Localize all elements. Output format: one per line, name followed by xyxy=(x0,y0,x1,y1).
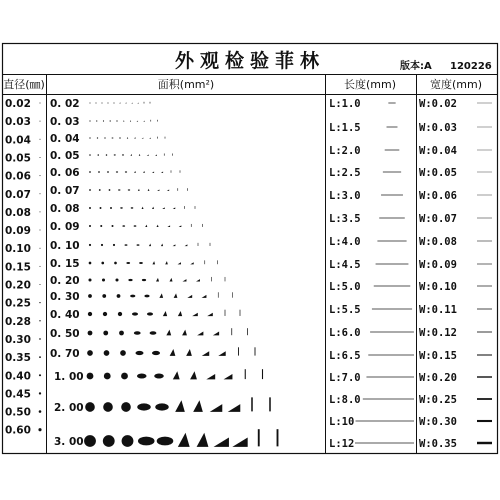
area-label: 0. 03 xyxy=(50,116,80,128)
area-bar xyxy=(150,120,151,122)
diameter-label: 0.10 xyxy=(5,243,31,256)
diameter-dot xyxy=(39,320,40,321)
diameter-dot xyxy=(40,230,41,231)
length-label: L:2.0 xyxy=(329,145,361,157)
length-label: L:7.0 xyxy=(329,372,361,384)
width-label: W:0.05 xyxy=(419,167,457,179)
area-bar xyxy=(157,137,158,139)
area-bar xyxy=(251,397,253,411)
area-dot xyxy=(88,294,92,298)
area-label: 0. 07 xyxy=(50,185,80,197)
area-dot xyxy=(100,207,102,209)
diameter-dot xyxy=(39,392,41,394)
area-dot xyxy=(89,207,91,209)
area-dot xyxy=(103,331,108,336)
area-oval xyxy=(157,437,174,446)
area-dot xyxy=(97,154,99,156)
area-bar xyxy=(187,188,188,191)
area-dot xyxy=(100,225,102,227)
diameter-dot xyxy=(39,302,40,303)
area-wedge xyxy=(228,404,241,412)
area-bar xyxy=(195,206,196,209)
width-label: W:0.09 xyxy=(419,259,457,271)
area-triangle xyxy=(156,225,158,227)
area-triangle xyxy=(138,189,140,191)
diameter-label: 0.09 xyxy=(5,225,31,238)
area-bar xyxy=(184,206,185,209)
area-wedge xyxy=(183,279,187,281)
area-dot xyxy=(102,294,106,298)
diameter-label: 0.25 xyxy=(5,297,31,310)
area-oval xyxy=(144,295,149,298)
diameter-dot xyxy=(40,248,41,249)
area-oval xyxy=(131,207,134,208)
area-wedge xyxy=(207,313,213,316)
area-wedge xyxy=(143,121,145,122)
diameter-label: 0.08 xyxy=(5,206,31,219)
area-triangle xyxy=(130,120,131,121)
length-label: L:2.5 xyxy=(329,167,361,179)
width-label: W:0.12 xyxy=(419,327,457,339)
area-bar xyxy=(198,243,199,246)
area-oval xyxy=(107,103,109,104)
area-dot xyxy=(89,262,92,265)
area-dot xyxy=(89,244,91,246)
area-dot xyxy=(88,278,91,281)
diameter-dot xyxy=(38,428,41,431)
area-oval xyxy=(116,171,118,172)
area-triangle xyxy=(152,261,155,264)
area-bar xyxy=(211,277,212,281)
area-label: 0. 15 xyxy=(50,258,80,270)
area-bar xyxy=(262,369,263,379)
area-wedge xyxy=(202,295,207,298)
area-oval xyxy=(118,189,121,190)
diameter-dot xyxy=(40,193,41,194)
area-dot xyxy=(111,225,113,227)
area-triangle xyxy=(170,349,176,356)
diameter-label: 0.03 xyxy=(5,116,31,129)
area-dot xyxy=(104,350,110,356)
length-label: L:1.0 xyxy=(329,98,361,110)
area-bar xyxy=(204,260,205,264)
version-code: 120226 xyxy=(450,61,492,72)
area-dot xyxy=(87,373,94,380)
area-dot xyxy=(102,278,105,281)
area-wedge xyxy=(197,332,203,336)
area-dot xyxy=(103,402,113,412)
area-triangle xyxy=(174,293,178,297)
area-dot xyxy=(89,171,91,173)
diameter-label: 0.50 xyxy=(5,406,31,419)
area-wedge xyxy=(178,262,181,264)
area-triangle xyxy=(152,207,154,209)
area-oval xyxy=(122,154,124,155)
area-oval xyxy=(132,312,138,315)
diameter-dot xyxy=(40,211,41,212)
area-dot xyxy=(109,189,111,191)
diameter-label: 0.20 xyxy=(5,279,31,292)
area-dot xyxy=(101,262,104,265)
diameter-label: 0.07 xyxy=(5,188,31,201)
area-dot xyxy=(121,402,131,412)
area-wedge xyxy=(214,437,229,446)
diameter-dot xyxy=(40,157,41,158)
area-triangle xyxy=(134,171,136,173)
area-dot xyxy=(117,294,121,298)
area-wedge xyxy=(179,225,182,227)
diameter-dot xyxy=(39,356,41,358)
area-label: 0. 08 xyxy=(50,203,80,215)
area-oval xyxy=(134,331,141,335)
area-label: 0. 70 xyxy=(50,348,80,360)
area-wedge xyxy=(137,103,138,104)
diameter-dot xyxy=(39,284,40,285)
area-triangle xyxy=(193,400,203,412)
area-dot xyxy=(120,350,126,356)
area-oval xyxy=(152,351,160,355)
area-oval xyxy=(124,244,127,246)
diameter-dot xyxy=(39,338,41,340)
area-oval xyxy=(137,373,147,378)
area-wedge xyxy=(173,207,176,209)
area-label: 0. 20 xyxy=(50,275,80,287)
length-label: L:6.5 xyxy=(329,350,361,362)
area-oval xyxy=(128,279,132,281)
area-oval xyxy=(134,225,137,227)
area-wedge xyxy=(224,374,233,379)
area-wedge xyxy=(202,351,209,356)
length-label: L:5.0 xyxy=(329,281,361,293)
length-label: L:3.5 xyxy=(329,213,361,225)
diameter-label: 0.06 xyxy=(5,170,31,183)
area-dot xyxy=(106,154,108,156)
area-oval xyxy=(150,331,157,335)
area-triangle xyxy=(163,311,167,316)
length-label: L:8.0 xyxy=(329,394,361,406)
area-bar xyxy=(165,137,166,139)
area-oval xyxy=(125,171,127,172)
area-oval xyxy=(116,121,118,122)
area-triangle xyxy=(169,278,172,282)
area-oval xyxy=(138,437,155,446)
area-wedge xyxy=(185,244,188,246)
area-bar xyxy=(210,243,211,246)
area-label: 0. 04 xyxy=(50,133,80,145)
area-dot xyxy=(89,120,90,121)
area-bar xyxy=(247,328,248,335)
length-label: L:3.0 xyxy=(329,190,361,202)
area-wedge xyxy=(173,244,176,246)
area-wedge xyxy=(142,138,144,139)
area-wedge xyxy=(147,155,149,156)
diameter-dot xyxy=(40,121,41,122)
length-label: L:6.0 xyxy=(329,327,361,339)
diameter-label: 0.60 xyxy=(5,424,31,437)
area-triangle xyxy=(127,137,128,139)
length-column xyxy=(329,98,414,450)
header-width: 宽度(mm) xyxy=(429,78,483,91)
diameter-dot xyxy=(40,266,41,267)
diameter-dot xyxy=(40,103,41,104)
area-wedge xyxy=(155,155,157,156)
area-label: 1. 00 xyxy=(54,371,84,383)
area-column xyxy=(50,98,278,448)
width-label: W:0.06 xyxy=(419,190,457,202)
area-oval xyxy=(112,137,114,138)
area-bar xyxy=(231,328,232,335)
area-dot xyxy=(110,207,112,209)
area-oval xyxy=(113,103,115,104)
diameter-label: 0.45 xyxy=(5,388,31,401)
area-bar xyxy=(202,224,203,227)
area-dot xyxy=(114,262,117,265)
area-dot xyxy=(88,312,92,316)
width-column xyxy=(419,98,492,450)
area-oval xyxy=(120,207,123,208)
area-bar xyxy=(171,170,172,172)
area-dot xyxy=(101,102,102,103)
area-wedge xyxy=(161,171,163,172)
area-bar xyxy=(157,120,158,122)
area-triangle xyxy=(130,154,132,156)
area-triangle xyxy=(166,330,171,336)
area-triangle xyxy=(175,400,185,412)
area-triangle xyxy=(156,278,159,282)
area-dot xyxy=(97,137,98,138)
area-oval xyxy=(139,262,143,264)
area-triangle xyxy=(148,189,150,191)
area-wedge xyxy=(210,404,223,412)
area-oval xyxy=(147,312,153,315)
diameter-dot xyxy=(39,374,41,376)
area-wedge xyxy=(196,279,200,281)
header-length: 长度(mm) xyxy=(343,78,397,91)
area-dot xyxy=(118,312,122,316)
diameter-label: 0.04 xyxy=(5,134,31,147)
area-bar xyxy=(180,170,181,172)
area-oval xyxy=(155,403,169,410)
area-triangle xyxy=(143,171,145,173)
area-dot xyxy=(98,171,100,173)
area-dot xyxy=(89,189,91,191)
area-bar xyxy=(218,292,219,297)
area-triangle xyxy=(123,120,124,121)
area-triangle xyxy=(173,371,180,379)
width-label: W:0.10 xyxy=(419,281,457,293)
diameter-dot xyxy=(40,175,41,176)
area-triangle xyxy=(125,102,126,103)
area-triangle xyxy=(159,293,163,297)
width-label: W:0.35 xyxy=(419,438,457,450)
diameter-dot xyxy=(40,139,41,140)
area-oval xyxy=(126,262,130,264)
area-oval xyxy=(154,373,164,378)
diameter-label: 0.15 xyxy=(5,261,31,274)
diameter-label: 0.05 xyxy=(5,152,31,165)
length-label: L:4.0 xyxy=(329,236,361,248)
area-dot xyxy=(99,189,101,191)
length-label: L:1.5 xyxy=(329,122,361,134)
area-label: 0. 30 xyxy=(50,291,80,303)
area-wedge xyxy=(190,262,193,264)
area-oval xyxy=(136,244,139,246)
area-wedge xyxy=(149,138,151,139)
area-dot xyxy=(87,350,93,356)
diameter-column xyxy=(5,98,42,437)
area-triangle xyxy=(190,371,197,379)
area-oval xyxy=(109,121,111,122)
area-wedge xyxy=(213,332,219,336)
version-label: 版本:A xyxy=(400,61,432,72)
width-label: W:0.11 xyxy=(419,304,457,316)
area-bar xyxy=(277,429,279,446)
area-bar xyxy=(255,347,256,355)
area-oval xyxy=(122,225,125,227)
area-bar xyxy=(144,102,145,104)
area-wedge xyxy=(152,171,154,172)
area-wedge xyxy=(206,374,215,379)
length-label: L:12 xyxy=(329,438,355,450)
area-wedge xyxy=(167,189,169,190)
area-label: 0. 02 xyxy=(50,98,80,110)
area-dot xyxy=(84,435,96,447)
length-label: L:10 xyxy=(329,416,355,428)
diameter-label: 0.28 xyxy=(5,315,31,328)
area-wedge xyxy=(167,225,170,227)
area-oval xyxy=(119,137,121,138)
width-label: W:0.20 xyxy=(419,372,457,384)
header-area: 面积(mm²) xyxy=(157,78,215,91)
area-dot xyxy=(89,102,90,103)
area-wedge xyxy=(218,351,225,356)
area-bar xyxy=(245,369,246,379)
diameter-label: 0.02 xyxy=(5,98,31,110)
area-bar xyxy=(164,153,165,155)
area-bar xyxy=(258,429,260,446)
area-dot xyxy=(89,137,90,138)
area-oval xyxy=(128,189,131,190)
area-dot xyxy=(122,435,134,447)
area-bar xyxy=(172,153,173,155)
header-diameter: 直径(㎜) xyxy=(3,78,45,91)
area-dot xyxy=(119,331,124,336)
diameter-dot xyxy=(39,410,42,413)
area-bar xyxy=(191,224,192,227)
area-dot xyxy=(85,402,95,412)
width-label: W:0.08 xyxy=(419,236,457,248)
area-wedge xyxy=(136,121,138,122)
page-title: 外观检验菲林 xyxy=(174,50,326,72)
area-triangle xyxy=(182,330,187,336)
area-bar xyxy=(150,102,151,104)
area-triangle xyxy=(165,261,168,264)
diameter-label: 0.30 xyxy=(5,333,31,346)
area-triangle xyxy=(142,207,144,209)
area-dot xyxy=(95,102,96,103)
width-label: W:0.04 xyxy=(419,145,457,157)
area-dot xyxy=(103,312,107,316)
area-dot xyxy=(107,171,109,173)
area-triangle xyxy=(178,433,190,447)
area-oval xyxy=(137,403,151,410)
width-label: W:0.25 xyxy=(419,394,457,406)
area-oval xyxy=(142,279,146,281)
area-triangle xyxy=(139,154,141,156)
diameter-label: 0.40 xyxy=(5,370,31,383)
area-triangle xyxy=(119,102,120,103)
area-dot xyxy=(103,435,115,447)
area-triangle xyxy=(178,311,182,316)
area-dot xyxy=(89,154,91,156)
area-label: 2. 00 xyxy=(54,402,84,414)
area-wedge xyxy=(192,313,198,316)
area-label: 0. 40 xyxy=(50,309,80,321)
area-bar xyxy=(238,347,239,355)
area-dot xyxy=(104,373,111,380)
area-wedge xyxy=(162,207,165,209)
area-dot xyxy=(103,120,104,121)
area-label: 0. 06 xyxy=(50,167,80,179)
width-label: W:0.15 xyxy=(419,350,457,362)
area-wedge xyxy=(232,437,247,446)
area-dot xyxy=(88,331,93,336)
area-triangle xyxy=(134,137,135,139)
area-dot xyxy=(115,278,118,281)
area-oval xyxy=(114,154,116,155)
area-dot xyxy=(89,225,91,227)
length-label: L:4.5 xyxy=(329,259,361,271)
area-dot xyxy=(96,120,97,121)
area-wedge xyxy=(157,189,159,190)
area-wedge xyxy=(131,103,132,104)
area-bar xyxy=(240,310,241,316)
area-triangle xyxy=(161,243,163,246)
area-bar xyxy=(225,277,226,281)
area-bar xyxy=(269,397,271,411)
area-label: 0. 05 xyxy=(50,150,80,162)
width-label: W:0.02 xyxy=(419,98,457,110)
area-label: 0. 10 xyxy=(50,240,80,252)
area-label: 0. 50 xyxy=(50,328,80,340)
width-label: W:0.03 xyxy=(419,122,457,134)
area-bar xyxy=(217,260,218,264)
area-triangle xyxy=(197,433,209,447)
area-dot xyxy=(113,244,115,246)
area-oval xyxy=(130,295,135,298)
area-bar xyxy=(232,292,233,297)
area-dot xyxy=(101,244,103,246)
area-triangle xyxy=(145,225,147,227)
area-dot xyxy=(121,373,128,380)
diameter-label: 0.35 xyxy=(5,352,31,365)
area-triangle xyxy=(149,243,151,246)
area-label: 0. 09 xyxy=(50,221,80,233)
area-dot xyxy=(104,137,105,138)
width-label: W:0.07 xyxy=(419,213,457,225)
length-label: L:5.5 xyxy=(329,304,361,316)
area-wedge xyxy=(187,295,192,298)
area-triangle xyxy=(186,349,192,356)
area-bar xyxy=(177,188,178,191)
area-oval xyxy=(136,351,144,355)
area-bar xyxy=(225,310,226,316)
width-label: W:0.30 xyxy=(419,416,457,428)
area-label: 3. 00 xyxy=(54,436,84,448)
